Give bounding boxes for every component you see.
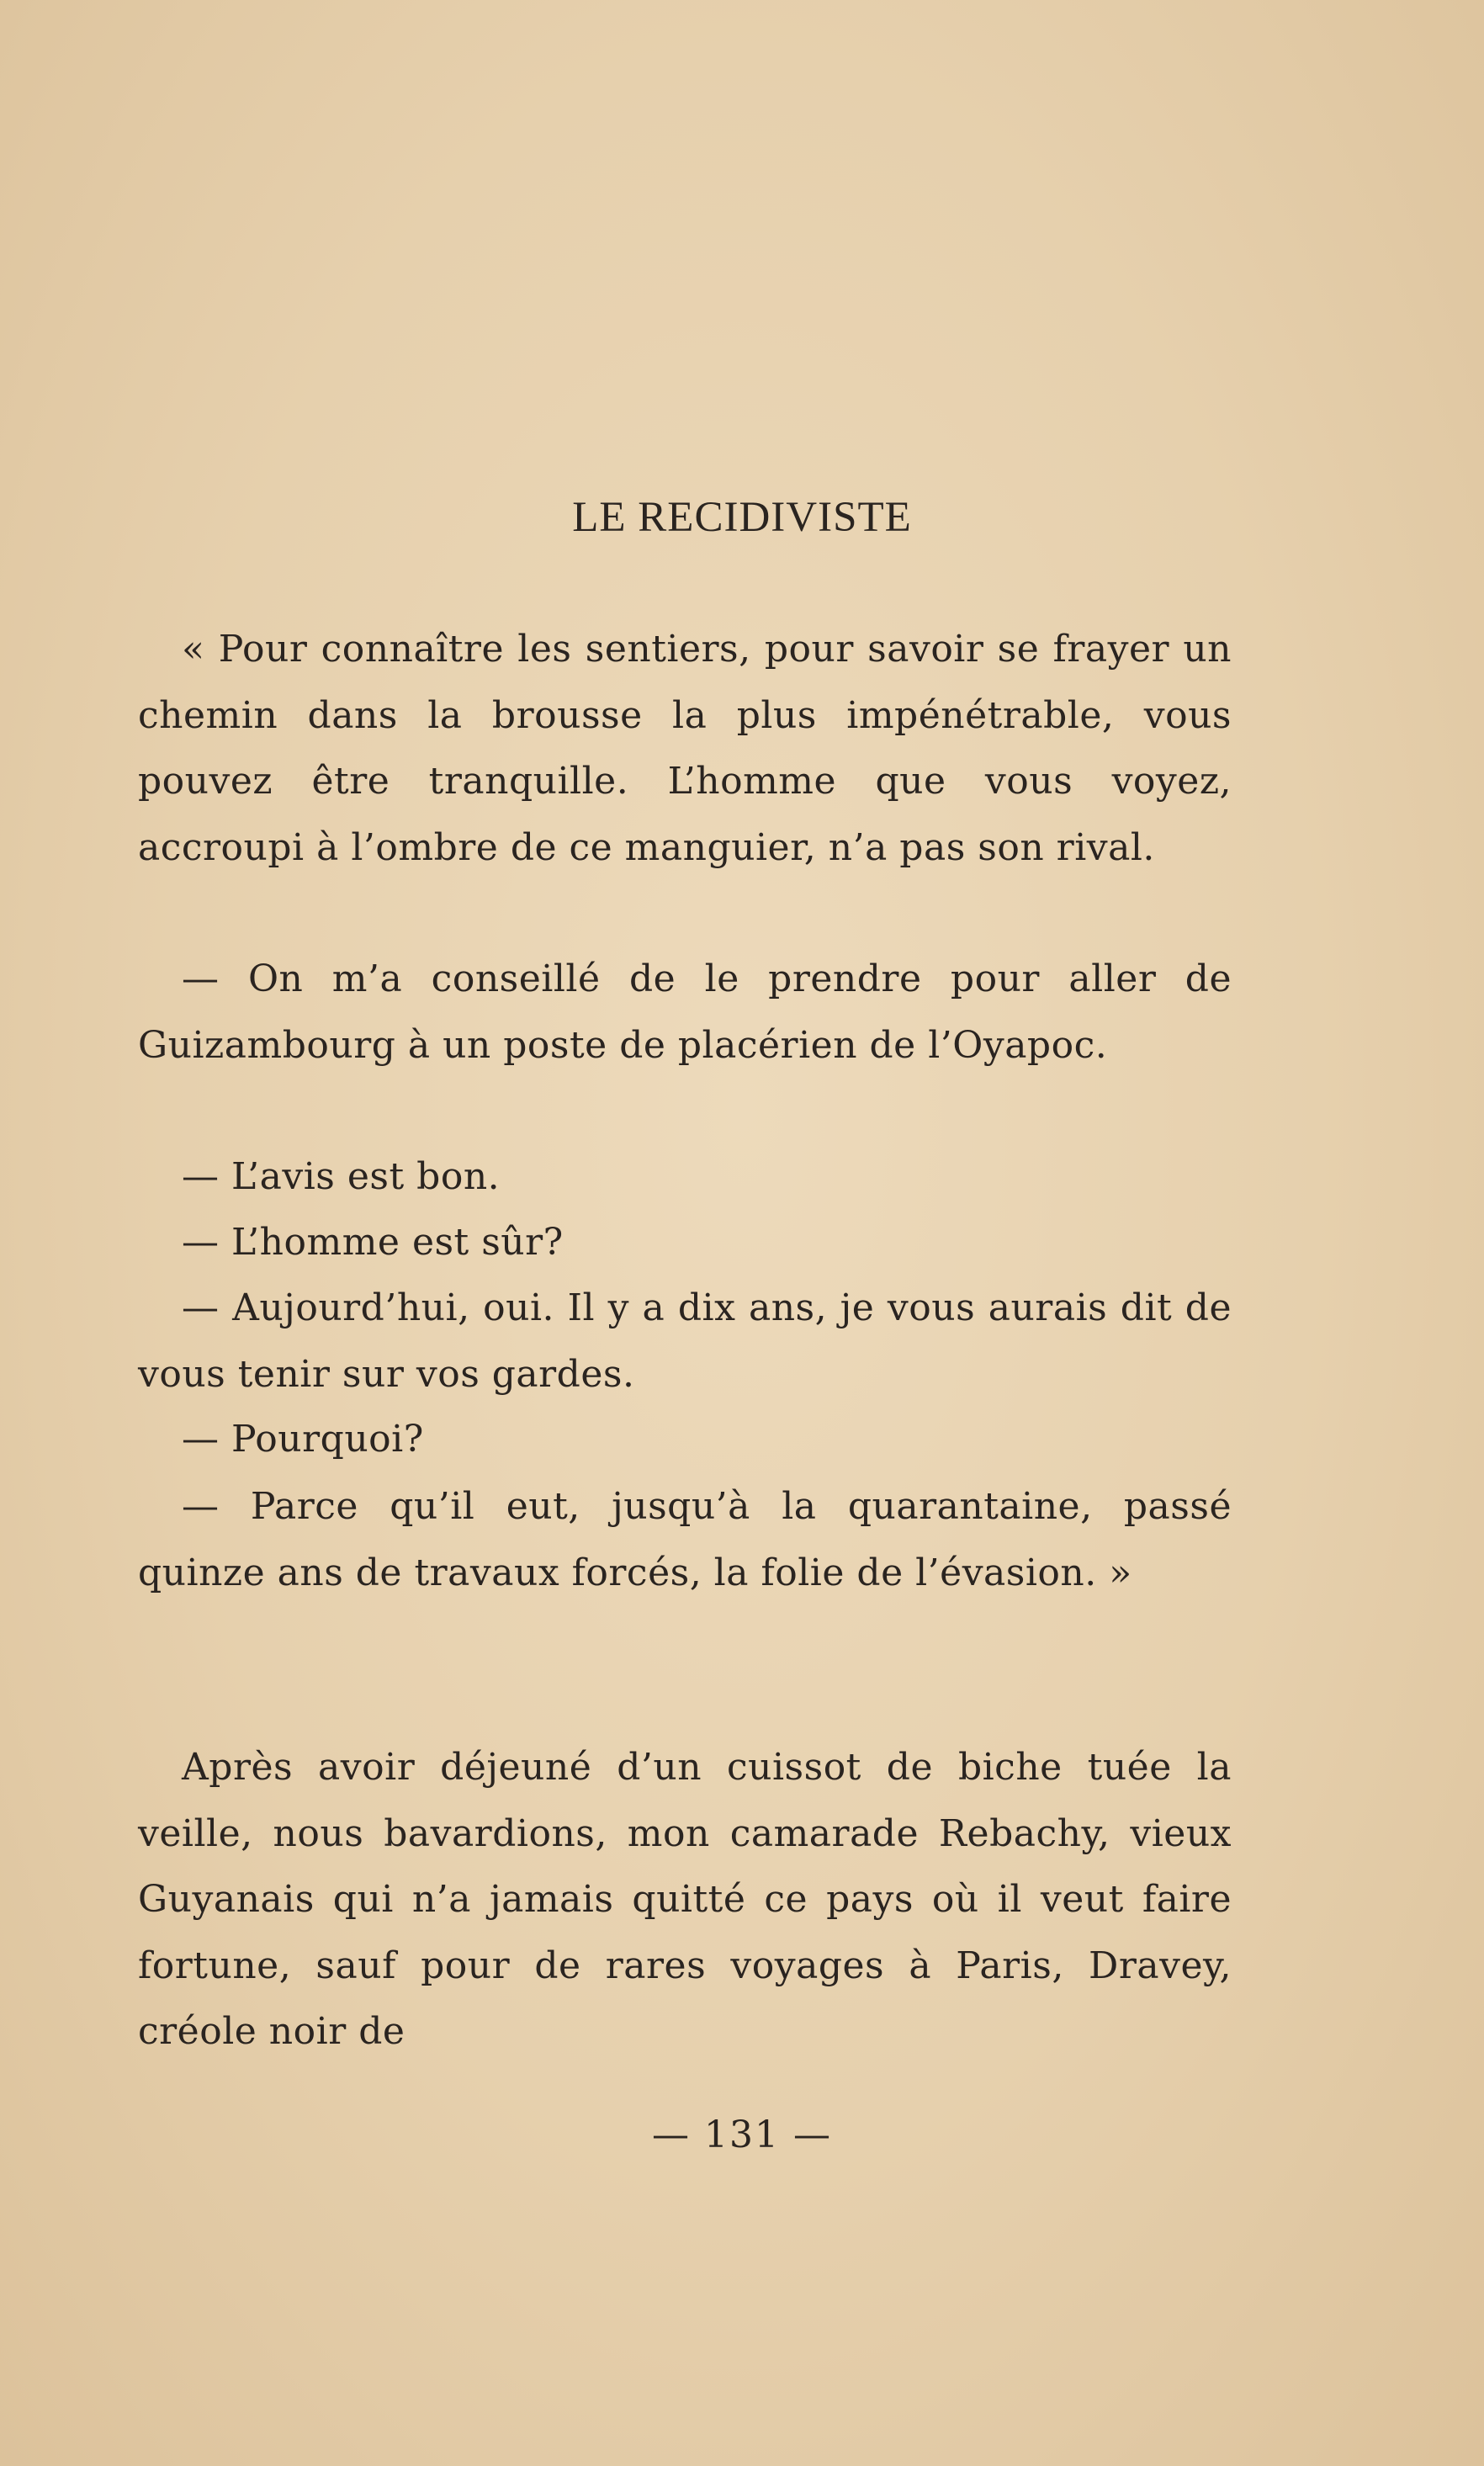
paragraph-text: — L’avis est bon. [182, 1155, 501, 1198]
paragraph-6 [138, 1407, 1232, 1473]
paragraph-text: — Parce qu’il eut, jusqu’à la quarantaine, passé quinze ans de travaux forcés, la folie de l’évasion. » [138, 1485, 1232, 1594]
paragraph-text: — L’homme est sûr? [182, 1221, 564, 1264]
paragraph-text: — On m’a conseillé de le prendre pour aller de Guizambourg à un poste de placérien de l’Oyapoc. [138, 957, 1232, 1067]
page-number: — 131 — [652, 2113, 832, 2156]
paragraph-2 [138, 947, 1232, 1079]
paragraph-8 [138, 1735, 1232, 2066]
paragraph-1 [138, 617, 1232, 881]
chapter-title: LE RECIDIVISTE [572, 494, 912, 541]
paragraph-4 [138, 1210, 1232, 1276]
paragraph-text: — Aujourd’hui, oui. Il y a dix ans, je vous aurais dit de vous tenir sur vos gardes. [138, 1286, 1232, 1396]
paragraph-text: — Pourquoi? [182, 1418, 424, 1461]
paragraph-text: Après avoir déjeuné d’un cuissot de biche tuée la veille, nous bavardions, mon camarade Rebachy, vieux Guyanais qui n’a jamais quitté ce pays où il veut faire fortune, sauf pour de rares voyages à Paris, Dravey, créole noir de [138, 1746, 1232, 2053]
paragraph-3 [138, 1144, 1232, 1211]
paragraph-7 [138, 1474, 1232, 1606]
paragraph-text: « Pour connaître les sentiers, pour savoir se frayer un chemin dans la brousse la plus impénétrable, vous pouvez être tranquille. L’homme que vous voyez, accroupi à l’ombre de ce manguier, n’a pas son rival. [138, 628, 1232, 869]
paragraph-5 [138, 1275, 1232, 1408]
